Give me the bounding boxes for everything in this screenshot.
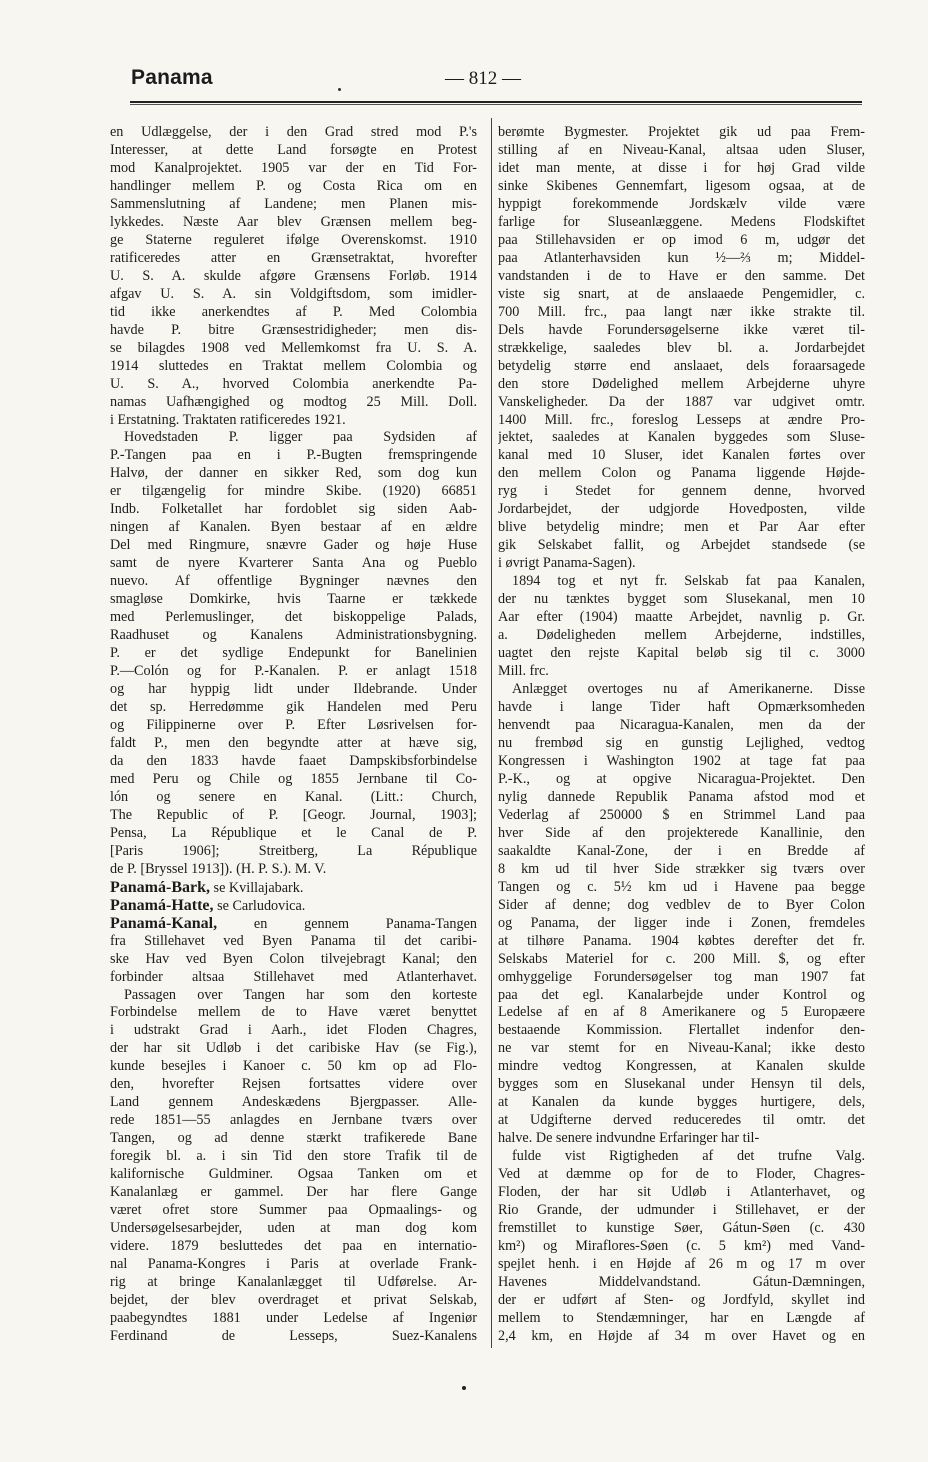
text-line: Kanalanlæg er gammel. Der har flere Gange — [110, 1184, 477, 1201]
text-line: Kongressen i Washington 1902 at tage fat paa — [498, 752, 865, 769]
text-line: Rio Grande, der udmunder i Stillehavet, er der — [498, 1202, 865, 1219]
text-line: videre. 1879 besluttedes det paa en internatio- — [110, 1238, 477, 1255]
text-line: Indb. Folketallet har fordoblet sig siden Aab- — [110, 501, 477, 518]
text-line: ryg i Stedet for gennem denne, hvorved — [498, 483, 865, 500]
running-head-title: Panama — [131, 66, 213, 89]
text-line: 1400 Mill. frc., foreslog Lesseps at ændre Pro- — [498, 411, 865, 428]
text-line: [Paris 1906]; Streitberg, La République — [110, 842, 477, 859]
text-line: en Udlæggelse, der i den Grad stred mod P.'s — [110, 124, 477, 140]
text-line: havde i lange Tider haft Opmærksomheden — [498, 699, 865, 715]
text-line: 1914 sluttedes en Traktat mellem Colombia og — [110, 357, 477, 374]
text-line: stilling af en Niveau-Kanal, altsaa uden Sluser, — [498, 141, 865, 158]
text-line: fulde vist Rigtigheden af det trufne Valg. — [512, 1148, 865, 1165]
text-line: den, hvorefter Rejsen fortsattes videre over — [110, 1076, 477, 1093]
text-line: og Panama, der ligger inde i Zonen, fremdeles — [498, 914, 865, 931]
text-line: kunde besejles i Kanoer c. 50 km op ad Flo- — [110, 1058, 477, 1075]
text-line: ratificeredes atter en Grænsetraktat, hvorefter — [110, 249, 477, 266]
text-line: lón og senere en Kanal. (Litt.: Church, — [110, 788, 477, 805]
text-line: Ledelse af en af 8 Amerikanere og 5 Europæere — [498, 1004, 865, 1021]
page-number: — 812 — — [445, 68, 521, 89]
text-line: i udstrakt Grad i Aarh., idet Floden Chagres, — [110, 1022, 477, 1039]
text-line: Sider af denne; dog vedblev de to Byer Colon — [498, 896, 865, 913]
header-rule-thin — [130, 104, 862, 105]
text-line: været ofret store Summer paa Opmaalings- og — [110, 1202, 477, 1219]
text-line: nu frembød sig en gunstig Lejlighed, vedtog — [498, 734, 865, 751]
text-line: nuevo. Af offentlige Bygninger nævnes den — [110, 573, 477, 590]
text-line: der er udført af Sten- og Jordfyld, skyllet ind — [498, 1291, 865, 1308]
text-line: Passagen over Tangen har som den korteste — [124, 986, 477, 1003]
text-line: U. S. A. skulde afgøre Grænsens Forløb. 1914 — [110, 267, 477, 284]
text-line: at tilhøre Panama. 1904 købtes derefter det fr. — [498, 932, 865, 949]
text-line: og har hyppig lidt under Ildebrande. Under — [110, 681, 477, 698]
left-text-column — [110, 124, 477, 1346]
text-line: ningen af Kanalen. Byen bestaar af en ældre — [110, 519, 477, 536]
text-line: Vederlag af 250000 $ en Strimmel Land paa — [498, 806, 865, 823]
text-line: paa det egl. Kanalarbejde under Kontrol og — [498, 986, 865, 1003]
text-line: afgav U. S. A. sin Voldgiftsdom, som imidler- — [110, 285, 477, 302]
text-line: Mill. frc. — [498, 663, 549, 680]
text-line: P. er det sydlige Endepunkt for Banelinien — [110, 645, 477, 662]
text-line: Sammenslutning af Landene; men Planen mis- — [110, 195, 477, 212]
text-line: P.—Colón og for P.-Kanalen. P. er anlagt 1518 — [110, 663, 477, 680]
column-divider — [491, 118, 492, 1348]
text-line: samt de nyere Kvarterer Santa Ana og Pueblo — [110, 555, 477, 572]
text-line: der har sit Udløb i det caribiske Hav (se Fig.), — [110, 1040, 477, 1057]
text-line: jektet, saaledes at Kanalen byggedes som Sluse- — [498, 429, 865, 446]
text-line: havde P. bitre Grænsestridigheder; men dis- — [110, 321, 477, 338]
text-line: i øvrigt Panama-Sagen). — [498, 555, 636, 572]
text-line: strækkelige, saaledes blev bl. a. Jordarbejdet — [498, 339, 865, 356]
entry-headword: Panamá-Kanal, — [110, 914, 218, 932]
text-line: ge Staterne reguleret ifølge Overenskomst. 1910 — [110, 231, 477, 248]
right-text-column — [498, 124, 865, 1346]
text-line: og Filippinerne over P. Efter Løsrivelsen for- — [110, 716, 477, 733]
print-speck — [338, 88, 341, 91]
text-line: paabegyndtes 1881 under Ledelse af Ingeniør — [110, 1309, 477, 1326]
text-line: kanal med 10 Sluser, idet Kanalen førtes over — [498, 447, 865, 464]
text-line: Floden, der har sit Udløb i Atlanterhavet, og — [498, 1184, 865, 1201]
text-line: 1894 tog et nyt fr. Selskab fat paa Kanalen, — [512, 573, 865, 590]
text-line: paa Stillehavsiden er op imod 6 m, udgør det — [498, 231, 865, 248]
text-line: tid ikke anerkendtes af P. Med Colombia — [110, 303, 477, 320]
text-line: uagtet den rejste Kapital beløb sig til c. 3000 — [498, 645, 865, 662]
text-line: Hovedstaden P. ligger paa Sydsiden af — [124, 429, 477, 446]
text-line: paa Atlanterhavsiden kun ½—⅔ m; Middel- — [498, 249, 865, 266]
text-line: hver Side af den projekterede Kanallinie, den — [498, 824, 865, 841]
text-line: farlige for Sluseanlæggene. Medens Flodskiftet — [498, 213, 865, 230]
text-line: gik Selskabet fallit, og Arbejdet standsede (se — [498, 537, 865, 554]
text-line: forbinder altsaa Stillehavet med Atlanterhavet. — [110, 968, 477, 985]
text-line: de P. [Bryssel 1913]). (H. P. S.). M. V. — [110, 860, 327, 877]
text-line: Land gennem Andeskædens Bjergpasser. Alle- — [110, 1094, 477, 1111]
text-line: henvendt paa Nicaragua-Kanalen, men da der — [498, 716, 865, 733]
text-line: namas Uafhængighed og modtog 25 Mill. Doll. — [110, 393, 477, 410]
text-line: bygges som en Slusekanal under Hensyn til dels, — [498, 1076, 865, 1093]
text-line: Jordarbejdet, der udgjorde Hovedposten, vilde — [498, 501, 865, 518]
text-line: det sp. Herredømme gik Handelen med Peru — [110, 699, 477, 715]
text-line: hyppigt forekommende Jordskælv vilde være — [498, 195, 865, 212]
print-speck — [462, 1386, 466, 1390]
text-line: Interesser, at dette Land forsøgte en Protest — [110, 141, 477, 158]
text-line: Anlægget overtoges nu af Amerikanerne. Disse — [512, 681, 865, 698]
text-line: med Perlemuslinger, det biskoppelige Palads, — [110, 609, 477, 626]
text-line: viste sig snart, at de anslaaede Pengemidler, c. — [498, 285, 865, 302]
text-line: idet man mente, at disse i for høj Grad vilde — [498, 159, 865, 176]
text-line: Tangen og c. 5½ km ud i Havene paa begge — [498, 878, 865, 895]
text-line: nylig dannede Republik Panama afstod mod et — [498, 788, 865, 805]
text-line: rig at bringe Kanalanlægget til Udførelse. Ar- — [110, 1274, 477, 1290]
text-line: 700 Mill. frc., paa langt nær ikke strakte til. — [498, 303, 865, 320]
text-line: mellem to Stendæmninger, har en Længde af — [498, 1309, 865, 1326]
text-line: ne var stemt for en Niveau-Kanal; ikke desto — [498, 1040, 865, 1057]
text-line: 8 km ud til hver Side strækker sig tværs over — [498, 860, 865, 877]
text-line: bejdet, der blev overdraget et privat Selskab, — [110, 1291, 477, 1308]
text-line: mod Kanalprojektet. 1905 var der en Tid For- — [110, 159, 477, 176]
text-line: omhyggelige Forundersøgelser tog man 1907 fat — [498, 968, 865, 985]
entry-headword: Panamá-Bark, — [110, 878, 210, 896]
text-line: se bilagdes 1908 ved Mellemkomst fra U. S. A. — [110, 339, 477, 356]
text-line: 2,4 km, en Højde af 34 m over Havet og en — [498, 1327, 865, 1344]
text-line: da den 1833 havde faaet Dampskibsforbindelse — [110, 752, 477, 769]
text-line: P.-K., og at opgive Nicaragua-Projektet. Den — [498, 770, 865, 787]
text-line: spejlet henh. i en Højde af 26 m og 17 m over — [498, 1256, 865, 1273]
text-line: kalifornische Guldminer. Ogsaa Tanken om et — [110, 1166, 477, 1183]
text-line: at Udgifterne derved reduceredes til omtr. det — [498, 1112, 865, 1129]
text-line: er tilgængelig for mindre Skibe. (1920) 66851 — [110, 483, 477, 500]
text-line: Halvø, der danner en sikker Red, som dog kun — [110, 465, 477, 482]
text-line: Tangen, og ad denne stærkt trafikerede Bane — [110, 1130, 477, 1147]
text-line: rede 1851—55 anlagdes en Jernbane tværs over — [110, 1112, 477, 1129]
text-line: saakaldte Kanal-Zone, der i en Bredde af — [498, 842, 865, 859]
text-line: betydelig større end anslaaet, dels foraarsagede — [498, 357, 865, 374]
text-line: den mellem Colon og Panama liggende Højde- — [498, 465, 865, 482]
entry-headword: Panamá-Hatte, — [110, 896, 214, 914]
text-line: km²) og Miraflores-Søen (c. 5 km²) med Vand- — [498, 1238, 865, 1255]
text-line: blive betydelig mindre; men et Par Aar efter — [498, 519, 865, 536]
text-line: mindre vedtog Kongressen, at Kanalen skulde — [498, 1058, 865, 1075]
text-line: Undersøgelsesarbejder, uden at man dog kom — [110, 1220, 477, 1237]
text-line: Ferdinand de Lesseps, Suez-Kanalens — [110, 1327, 477, 1344]
header-rule — [130, 101, 862, 103]
text-line: handlinger mellem P. og Costa Rica om en — [110, 177, 477, 194]
text-line: sinke Skibenes Gennemfart, ligesom ogsaa, at de — [498, 177, 865, 194]
text-line: med Peru og Chile og 1855 Jernbane til Co- — [110, 770, 477, 787]
text-line: ske Hav ved Byen Colon tilvejebragt Kanal; den — [110, 950, 477, 967]
text-line: U. S. A., hvorved Colombia anerkendte Pa- — [110, 375, 477, 392]
text-line: bestaaende Kommission. Flertallet indenfor den- — [498, 1022, 865, 1039]
text-line: fra Stillehavet ved Byen Panama til det caribi- — [110, 932, 477, 949]
text-line: faldt P., men den begyndte atter at hæve sig, — [110, 734, 477, 751]
text-line: den store Dødelighed mellem Arbejderne uhyre — [498, 375, 865, 392]
text-line: Pensa, La République et le Canal de P. — [110, 824, 477, 841]
text-line: foregik bl. a. i sin Tid den store Trafik til de — [110, 1148, 477, 1165]
text-line: Vanskeligheder. Da der 1887 var udgivet omtr. — [498, 393, 865, 410]
text-line: Panamá-Bark, se Kvillajabark. — [110, 878, 304, 896]
text-line: nal Panama-Kongres i Paris at overlade Frank- — [110, 1256, 477, 1273]
text-line: Ved at dæmme op for de to Floder, Chagres- — [498, 1166, 865, 1183]
text-line: i Erstatning. Traktaten ratificeredes 1921. — [110, 411, 346, 428]
text-line: halve. De senere indvundne Erfaringer har til- — [498, 1130, 760, 1147]
text-line: at Kanalen da kunde bygges hurtigere, dels, — [498, 1094, 865, 1111]
text-line: vandstanden i de to Have er den samme. Det — [498, 267, 865, 284]
text-line: Aar efter (1904) maatte Arbejdet, navnlig p. Gr. — [498, 609, 865, 626]
text-line: The Republic of P. [Geogr. Journal, 1903]; — [110, 806, 477, 823]
text-line: P.-Tangen paa en i P.-Bugten fremspringende — [110, 447, 477, 464]
text-line: Panamá-Hatte, se Carludovica. — [110, 896, 306, 914]
text-line: Del med Ringmure, snævre Gader og høje Huse — [110, 537, 477, 554]
text-line: Selskabs Materiel for c. 200 Mill. $, og efter — [498, 950, 865, 967]
text-line: Forbindelse mellem de to Have været benyttet — [110, 1004, 477, 1021]
text-line: smagløse Domkirke, hvis Taarne er tækkede — [110, 591, 477, 608]
text-line: Raadhuset og Kanalens Administrationsbygning. — [110, 627, 477, 644]
text-line: Panamá-Kanal, en gennem Panama-Tangen — [110, 914, 477, 932]
text-line: a. Dødeligheden mellem Arbejderne, indstilles, — [498, 627, 865, 644]
text-line: lykkedes. Næste Aar blev Grænsen mellem beg- — [110, 213, 477, 230]
text-line: fremstillet to kunstige Søer, Gátun-Søen (c. 430 — [498, 1220, 865, 1237]
text-line: berømte Bygmester. Projektet gik ud paa Frem- — [498, 124, 865, 140]
text-line: Havenes Middelvandstand. Gátun-Dæmningen, — [498, 1274, 865, 1290]
text-line: der nu tænktes bygget som Slusekanal, men 10 — [498, 591, 865, 608]
text-line: Dels havde Forundersøgelserne ikke været til- — [498, 321, 865, 338]
